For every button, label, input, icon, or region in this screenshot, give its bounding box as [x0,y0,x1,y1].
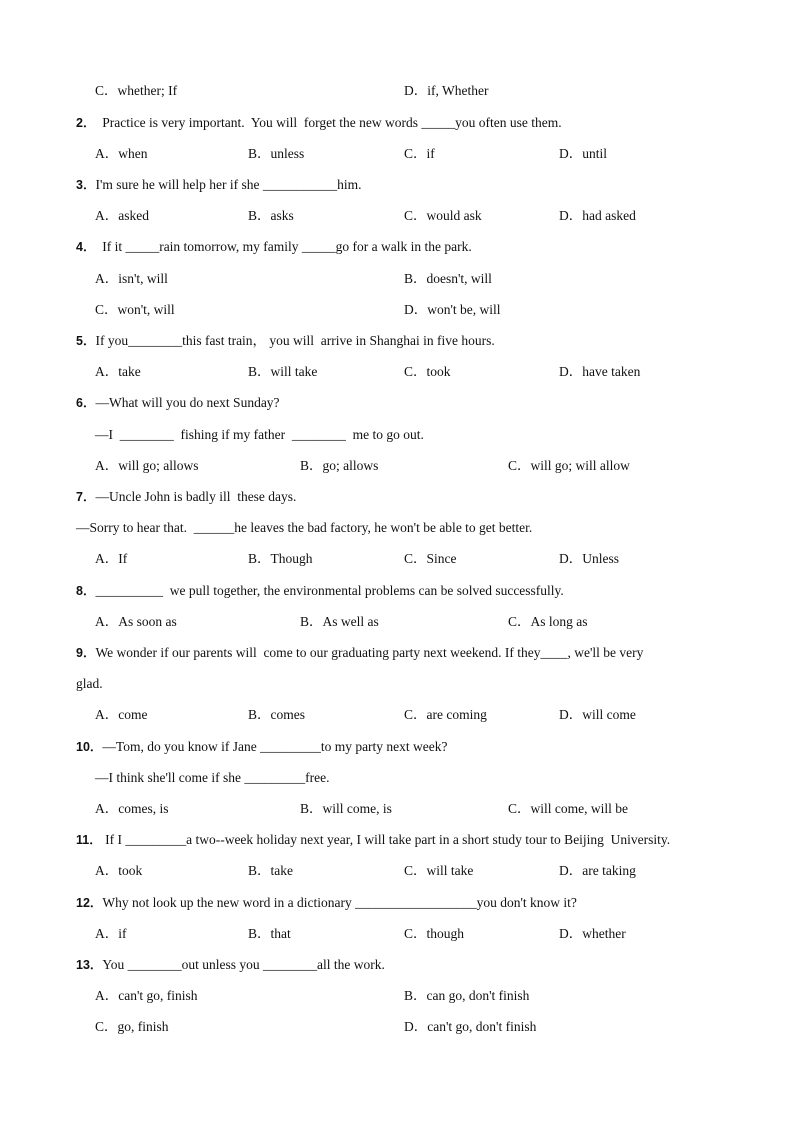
question-number: 13． [76,958,103,972]
answer-option: C．will take [404,863,474,878]
question-stem [76,177,361,193]
question-text: Practice is very important. You will forget the new words _____you often use them. [95,115,562,130]
answer-option: D．will come [559,707,636,722]
question-number: 5． [76,334,96,348]
question-stem [76,957,385,973]
answer-option: A．can't go, finish [95,988,198,1003]
question-line [95,770,330,786]
question-line [76,520,532,536]
question-text: —I think she'll come if she _________free. [95,770,330,785]
answer-option: D．until [559,146,608,161]
question-stem [76,489,296,505]
question-text: You ________out unless you ________all the work. [102,957,385,972]
question-text: —Sorry to hear that. ______he leaves the bad factory, he won't be able to get better. [76,520,533,535]
answer-option: D．can't go, don't finish [404,1019,537,1034]
answer-option: D．if, Whether [404,83,489,98]
answer-option: C．Since [404,551,457,566]
question-stem [76,832,670,848]
answer-option: D．whether [559,926,626,941]
answer-option: A．took [95,863,143,878]
answer-option: A．if [95,926,127,941]
answer-option: A．come [95,707,148,722]
answer-option: C．whether; If [95,83,178,98]
answer-option: B．that [248,926,291,941]
question-number: 6． [76,396,96,410]
question-text: glad. [76,676,103,691]
answer-option: C．though [404,926,465,941]
answer-option: A．will go; allows [95,458,199,473]
question-stem [76,583,564,599]
answer-option: B．go; allows [300,458,379,473]
question-number: 2． [76,116,96,130]
question-text: —Tom, do you know if Jane _________to my party next week? [102,739,448,754]
question-text: —Uncle John is badly ill these days. [95,489,297,504]
answer-option: B．will come, is [300,801,392,816]
answer-option: B．Though [248,551,313,566]
answer-option: D．won't be, will [404,302,501,317]
question-number: 3． [76,178,96,192]
answer-option: A．asked [95,208,149,223]
answer-option: B．doesn't, will [404,271,492,286]
answer-option: A．take [95,364,141,379]
question-text: —I ________ fishing if my father ________ me to go out. [95,427,424,442]
answer-option: C．won't, will [95,302,175,317]
answer-option: B．As well as [300,614,379,629]
question-line [95,427,424,443]
question-stem [76,333,495,349]
question-number: 11． [76,833,102,847]
answer-option: A．If [95,551,128,566]
question-text: If I _________a two--week holiday next year, I will take part in a short study tour to Beijing University. [101,832,671,847]
answer-option: A．comes, is [95,801,169,816]
question-text: —What will you do next Sunday? [95,395,280,410]
question-stem [76,239,472,255]
answer-option: B．unless [248,146,305,161]
answer-option: A．As soon as [95,614,177,629]
question-text: We wonder if our parents will come to our graduating party next weekend. If they____, we'll be very [95,645,644,660]
answer-option: C．will go; will allow [508,458,630,473]
answer-option: D．Unless [559,551,619,566]
answer-option: B．can go, don't finish [404,988,530,1003]
question-stem [76,115,562,131]
answer-option: B．comes [248,707,305,722]
question-number: 9． [76,646,96,660]
answer-option: C．would ask [404,208,482,223]
question-text: If it _____rain tomorrow, my family _____go for a walk in the park. [95,239,472,254]
question-text: If you________this fast train， you will arrive in Shanghai in five hours. [95,333,495,348]
answer-option: B．take [248,863,293,878]
question-line [76,676,103,692]
answer-option: D．are taking [559,863,636,878]
answer-option: C．go, finish [95,1019,169,1034]
answer-option: B．will take [248,364,318,379]
question-stem [76,739,448,755]
answer-option: D．have taken [559,364,641,379]
question-number: 8． [76,584,96,598]
question-number: 12． [76,896,103,910]
answer-option: C．As long as [508,614,588,629]
answer-option: D．had asked [559,208,636,223]
answer-option: C．are coming [404,707,487,722]
answer-option: C．if [404,146,435,161]
question-text: Why not look up the new word in a dictionary __________________you don't know it? [102,895,577,910]
question-number: 4． [76,240,96,254]
answer-option: B．asks [248,208,294,223]
question-number: 10． [76,740,103,754]
answer-option: A．isn't, will [95,271,168,286]
answer-option: C．took [404,364,451,379]
question-text: I'm sure he will help her if she ___________him. [95,177,362,192]
question-number: 7． [76,490,96,504]
question-stem [76,895,577,911]
question-stem [76,395,280,411]
answer-option: C．will come, will be [508,801,628,816]
question-text: __________ we pull together, the environmental problems can be solved successfully. [95,583,564,598]
answer-option: A．when [95,146,148,161]
question-stem [76,645,643,661]
